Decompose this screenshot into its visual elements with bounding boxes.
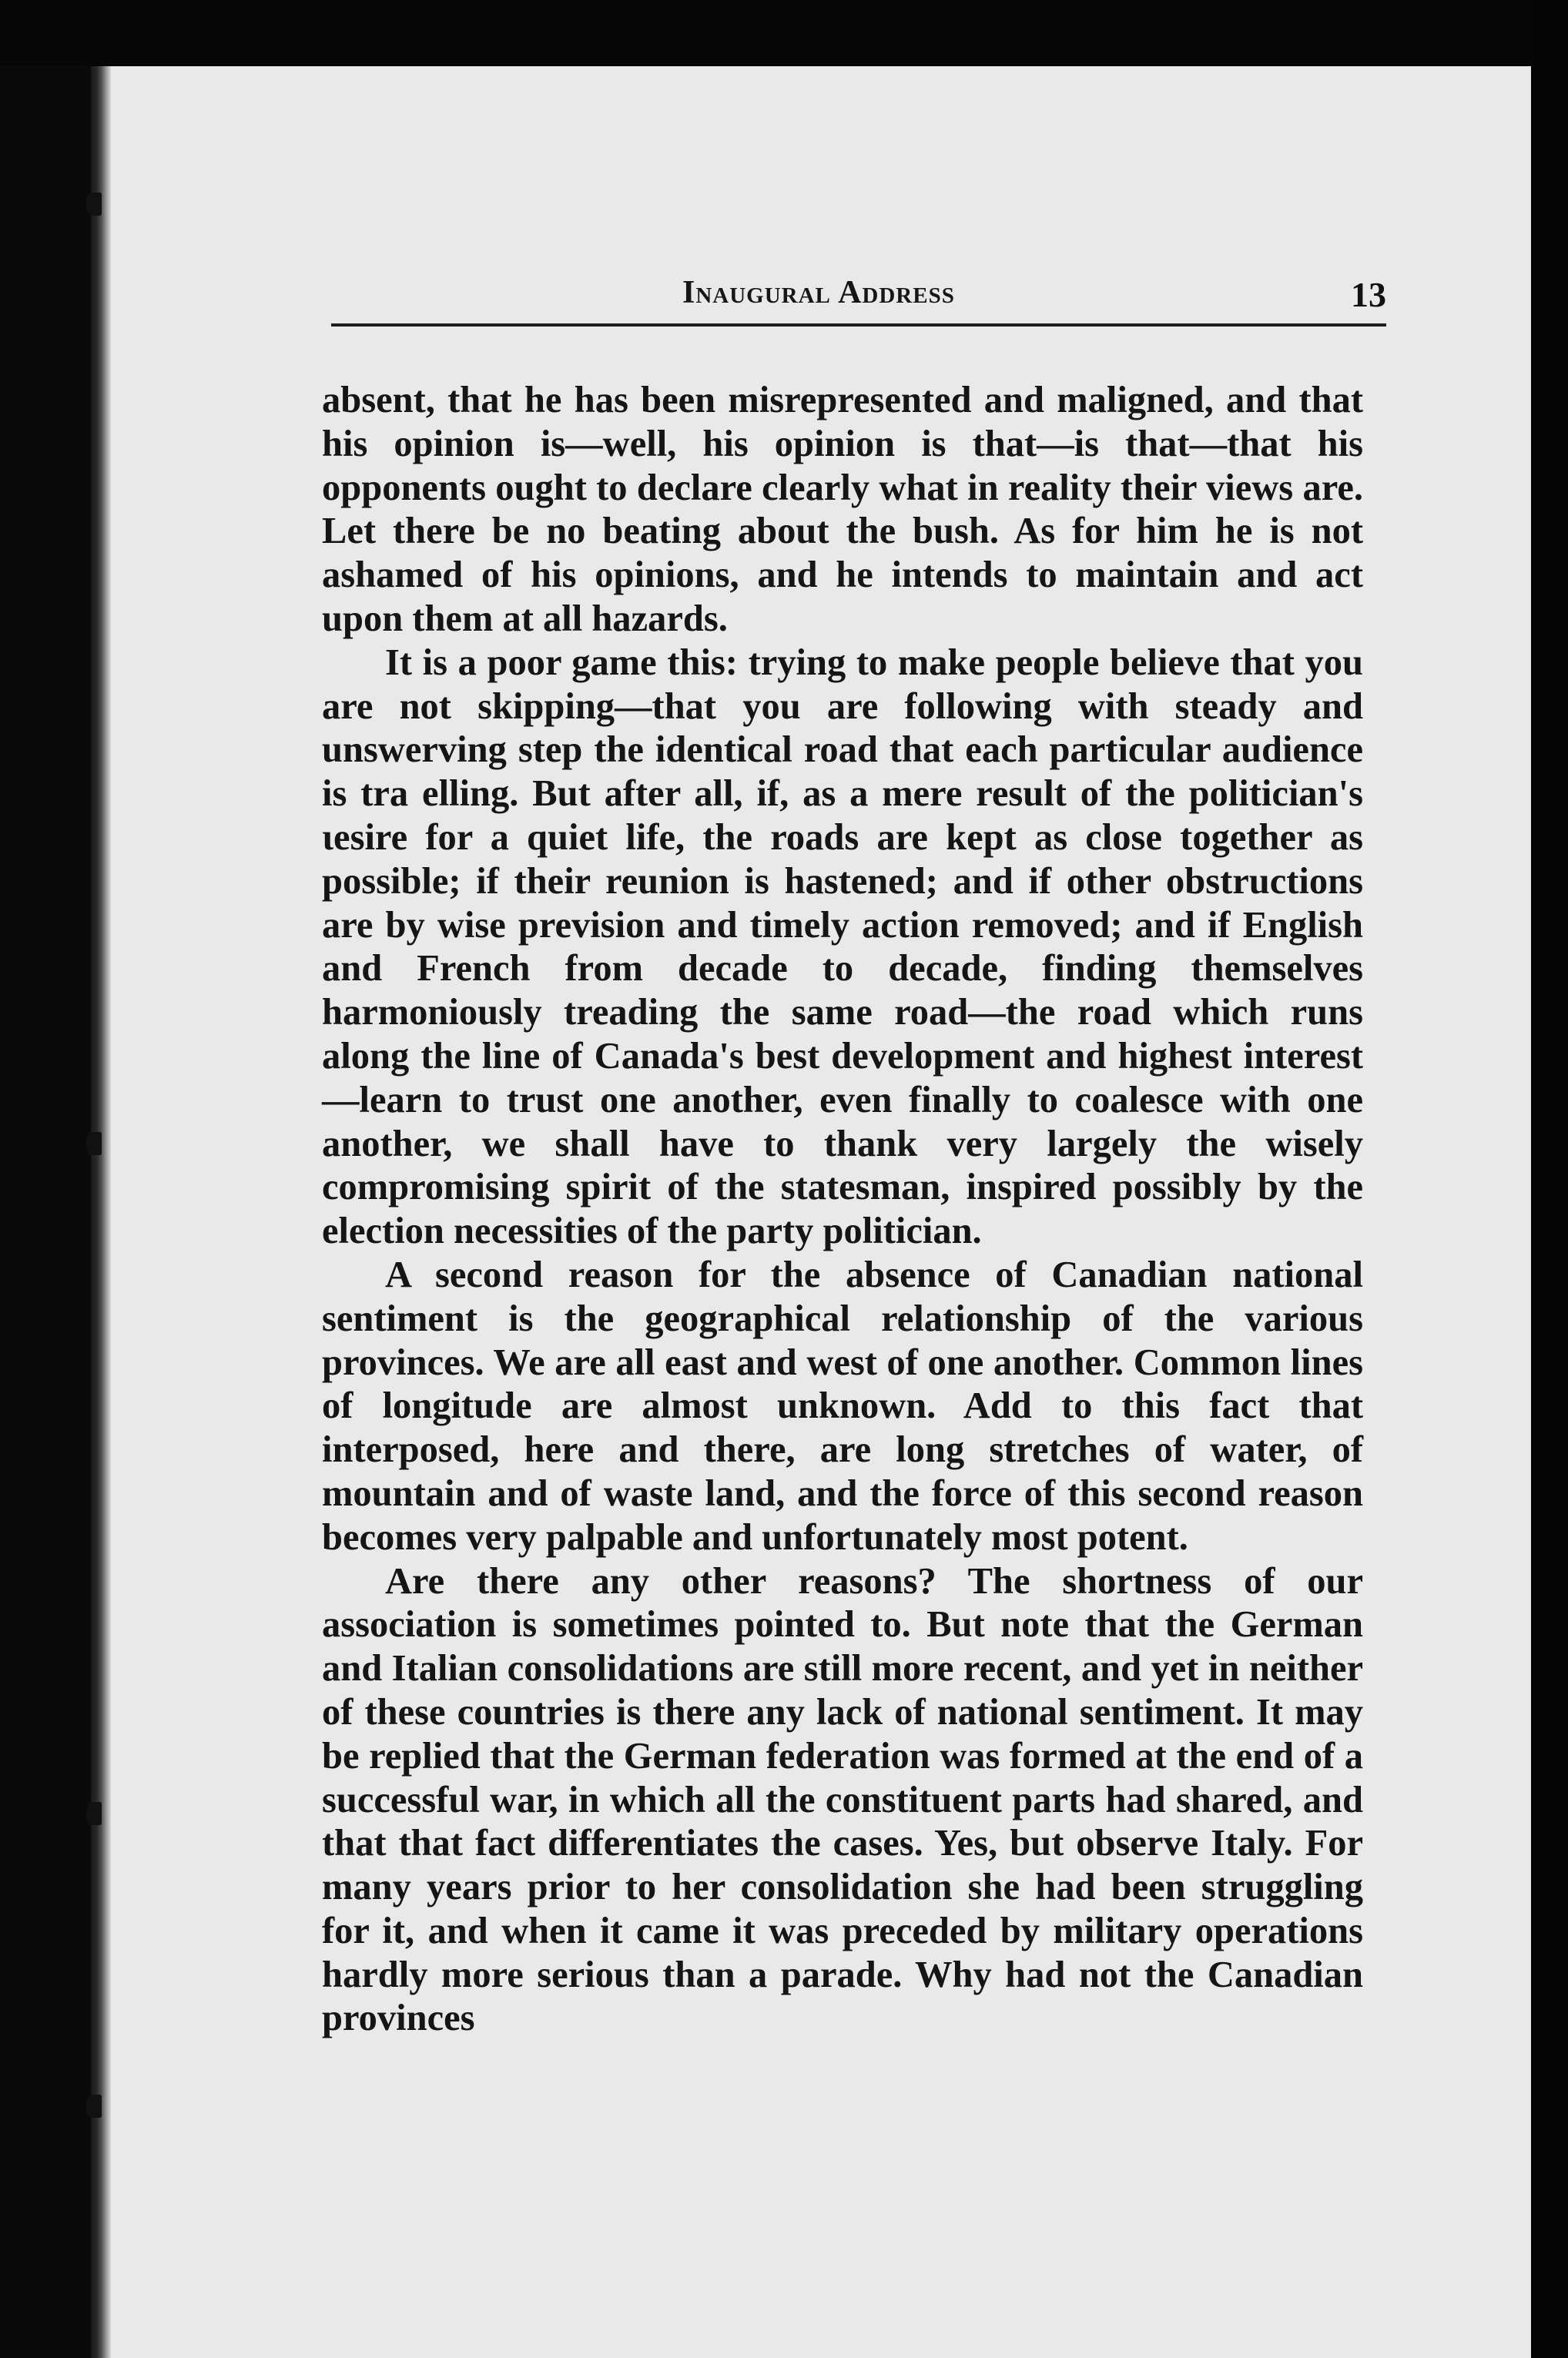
scan-border-right [1531, 0, 1568, 2358]
binding-mark [86, 1132, 102, 1155]
running-title: Inaugural Address [682, 275, 955, 310]
body-text [322, 379, 1363, 2041]
page-binding-edge [91, 66, 111, 2358]
running-header [331, 274, 1386, 336]
paragraph: A second reason for the absence of Canadian national sentiment is the geographical relationship of the various provinces. We are all east and west of one another. Common lines of longitude are almost unknown. Add to this fact that interposed, here and there, are long stretches of water, of mountain and of waste land, and the force of this second reason becomes very palpable and unfortunately most potent. [322, 1254, 1363, 1558]
binding-mark [86, 2095, 102, 2118]
paragraph: absent, that he has been misrepresented and maligned, and that his opinion is—well, his opinion is that—is that—that his opponents ought to declare clearly what in reality their views are. Let there be no beating about the bush. As for him he is not ashamed of his opinions, and he intends to maintain and act upon them at all hazards. [322, 380, 1363, 639]
scan-border-top [0, 0, 1568, 66]
page-number: 13 [1351, 275, 1386, 314]
binding-mark [86, 193, 102, 216]
paragraph: It is a poor game this: trying to make people believe that you are not skipping—that you are following with steady and unswerving step the identical road that each particular audience is tra elling. But after all, if, as a mere result of the politician's ɩesire for a quiet life, the roads are kept as close together as possible; if their reunion is hastened; and if other obstructions are by wise prevision and timely action removed; and if English and French from decade to decade, finding themselves harmoniously treading the same road—the road which runs along the line of Canada's best development and highest interest—learn to trust one another, even finally to coalesce with one another, we shall have to thank very largely the wisely compromising spirit of the statesman, inspired possibly by the election necessities of the party politician. [322, 641, 1363, 1252]
header-rule [331, 323, 1386, 327]
paragraph: Are there any other reasons? The shortness of our association is sometimes pointed to. But note that the German and Italian consolidations are still more recent, and yet in neither of these countries is there any lack of national sentiment. It may be replied that the German federation was formed at the end of a successful war, in which all the constituent parts had shared, and that that fact differentiates the cases. Yes, but observe Italy. For many years prior to her consolidation she had been struggling for it, and when it came it was preceded by military operations hardly more serious than a parade. Why had not the Canadian provinces [322, 1560, 1363, 2039]
binding-mark [86, 1802, 102, 1825]
